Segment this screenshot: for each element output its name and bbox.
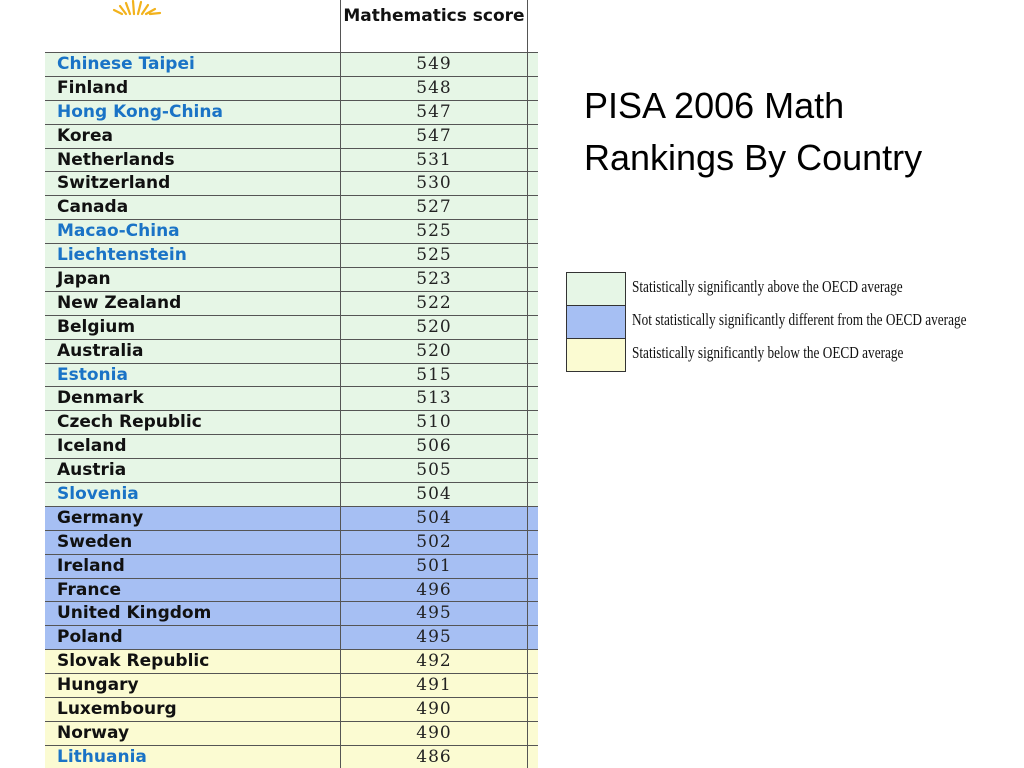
math-score: 549	[416, 54, 452, 74]
country-name: Korea	[57, 125, 113, 146]
math-score: 506	[416, 436, 452, 457]
legend-swatch	[566, 272, 626, 306]
column-divider	[527, 722, 528, 745]
table-row	[45, 77, 538, 101]
math-score: 523	[416, 269, 452, 290]
country-name: Liechtenstein	[57, 245, 187, 266]
country-name: Austria	[57, 460, 127, 481]
table-row	[45, 220, 538, 244]
legend-swatch	[566, 338, 626, 372]
country-name: Japan	[57, 269, 111, 290]
country-name: Lithuania	[57, 746, 147, 767]
math-score: 490	[416, 699, 452, 720]
table-header	[45, 0, 538, 53]
table-row	[45, 196, 538, 220]
column-divider	[527, 292, 528, 315]
column-divider	[527, 244, 528, 267]
table-row	[45, 316, 538, 340]
country-name: Canada	[57, 197, 129, 218]
country-name: Hungary	[57, 675, 139, 696]
math-score: 548	[416, 77, 452, 98]
math-score: 495	[416, 603, 452, 624]
scores-table	[45, 0, 538, 768]
country-column-header	[45, 0, 340, 52]
legend-label: Not statistically significantly different from the OECD average	[632, 310, 967, 329]
math-score: 530	[416, 173, 452, 194]
column-divider	[527, 411, 528, 434]
table-row	[45, 101, 538, 125]
column-divider	[527, 101, 528, 124]
table-row	[45, 746, 538, 768]
column-divider	[527, 364, 528, 387]
table-row	[45, 53, 538, 77]
column-divider	[527, 435, 528, 458]
column-divider	[527, 626, 528, 649]
table-body	[45, 53, 538, 768]
column-divider	[527, 316, 528, 339]
column-divider	[527, 220, 528, 243]
math-score: 547	[416, 125, 452, 146]
table-row	[45, 650, 538, 674]
column-divider	[527, 53, 528, 76]
country-name: Iceland	[57, 436, 127, 457]
country-name: Hong Kong-China	[57, 101, 223, 122]
table-row	[45, 507, 538, 531]
table-row	[45, 555, 538, 579]
column-divider	[527, 579, 528, 602]
country-name: Czech Republic	[57, 412, 202, 433]
math-score: 520	[416, 340, 452, 361]
country-name: Luxembourg	[57, 699, 177, 720]
column-divider	[527, 340, 528, 363]
country-name: Macao-China	[57, 221, 180, 242]
column-divider	[527, 149, 528, 172]
column-divider	[527, 387, 528, 410]
math-score: 504	[416, 507, 452, 528]
column-divider	[527, 77, 528, 100]
country-name: New Zealand	[57, 292, 182, 313]
country-name: Denmark	[57, 388, 144, 409]
math-score: 531	[416, 149, 452, 170]
column-divider	[527, 531, 528, 554]
country-name: United Kingdom	[57, 603, 212, 624]
math-score: 491	[416, 675, 452, 696]
country-name: Chinese Taipei	[57, 54, 195, 74]
country-name: Poland	[57, 627, 123, 648]
table-row	[45, 364, 538, 388]
table-row	[45, 292, 538, 316]
table-row	[45, 340, 538, 364]
table-row	[45, 244, 538, 268]
table-row	[45, 459, 538, 483]
column-divider	[527, 674, 528, 697]
math-score: 504	[416, 484, 452, 505]
country-name: Sweden	[57, 531, 133, 552]
math-score: 515	[416, 364, 452, 385]
table-row	[45, 626, 538, 650]
math-score: 513	[416, 388, 452, 409]
table-row	[45, 602, 538, 626]
legend-label: Statistically significantly below the OECD average	[632, 343, 904, 362]
country-name: Estonia	[57, 364, 128, 385]
math-score: 520	[416, 316, 452, 337]
column-divider	[527, 268, 528, 291]
column-divider	[527, 0, 528, 52]
math-score: 505	[416, 460, 452, 481]
country-name: Germany	[57, 507, 144, 528]
table-row	[45, 698, 538, 722]
table-row	[45, 483, 538, 507]
column-divider	[527, 555, 528, 578]
column-divider	[527, 125, 528, 148]
country-name: Australia	[57, 340, 144, 361]
math-score: 495	[416, 627, 452, 648]
math-score: 547	[416, 101, 452, 122]
table-row	[45, 125, 538, 149]
column-divider	[527, 172, 528, 195]
math-score: 502	[416, 531, 452, 552]
math-score: 525	[416, 245, 452, 266]
math-score: 525	[416, 221, 452, 242]
table-row	[45, 722, 538, 746]
table-row	[45, 531, 538, 555]
legend-swatch	[566, 305, 626, 339]
math-score: 501	[416, 555, 452, 576]
math-score: 486	[416, 746, 452, 767]
country-name: France	[57, 579, 122, 600]
country-name: Norway	[57, 722, 130, 743]
math-score: 510	[416, 412, 452, 433]
table-row	[45, 149, 538, 173]
table-row	[45, 411, 538, 435]
score-column-header: Mathematics score	[343, 6, 525, 26]
country-name: Slovenia	[57, 484, 139, 505]
table-row	[45, 579, 538, 603]
column-divider	[527, 459, 528, 482]
country-name: Ireland	[57, 555, 125, 576]
country-name: Netherlands	[57, 149, 175, 170]
math-score: 490	[416, 722, 452, 743]
column-divider	[527, 650, 528, 673]
table-row	[45, 268, 538, 292]
country-name: Switzerland	[57, 173, 171, 194]
column-divider	[527, 698, 528, 721]
math-score: 492	[416, 651, 452, 672]
table-row	[45, 387, 538, 411]
country-name: Finland	[57, 77, 129, 98]
table-row	[45, 172, 538, 196]
column-divider	[527, 196, 528, 219]
table-row	[45, 674, 538, 698]
country-name: Belgium	[57, 316, 136, 337]
math-score: 496	[416, 579, 452, 600]
column-divider	[527, 483, 528, 506]
column-divider	[527, 507, 528, 530]
column-divider	[527, 602, 528, 625]
table-row	[45, 435, 538, 459]
legend-label: Statistically significantly above the OECD average	[632, 277, 903, 296]
page-title: PISA 2006 Math Rankings By Country	[584, 85, 923, 178]
math-score: 522	[416, 292, 452, 313]
country-name: Slovak Republic	[57, 651, 210, 672]
column-divider	[527, 746, 528, 768]
math-score: 527	[416, 197, 452, 218]
